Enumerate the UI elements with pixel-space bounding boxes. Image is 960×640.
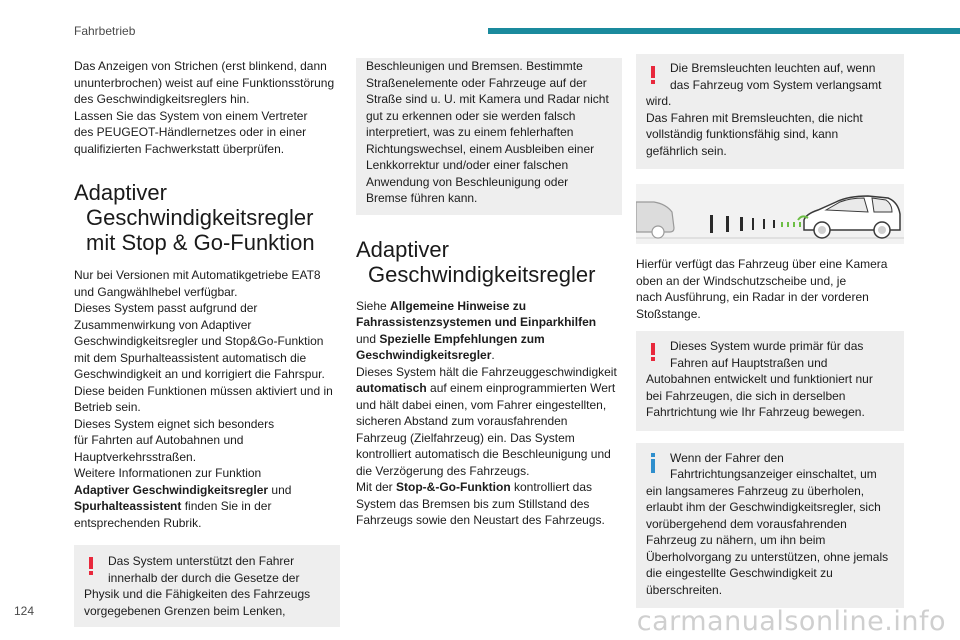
heading-stop-go: Adaptiver Geschwindigkeitsregler mit Stop & Go-Funktion [74, 180, 315, 255]
column-left [74, 58, 340, 627]
column-right [636, 54, 904, 608]
intro-paragraph: Das Anzeigen von Strichen (erst blinkend, dann ununterbrochen) weist auf eine Funktionsstörung des Geschwindigkeitsreglers hin. Lassen Sie das System von einem Vertreter des PEUGEOT-Händlernetzes oder in einer qualifizierten Fachwerkstatt überprüfen. [74, 59, 335, 156]
warning-icon [84, 553, 98, 575]
warning-icon [646, 62, 660, 84]
acc-body: Siehe Allgemeine Hinweise zu Fahrassistenzsystemen und Einparkhilfen und Spezielle Empfehlungen zum Geschwindigkeitsregler. Dieses System hält die Fahrzeuggeschwindigkeit automatisch auf einem einprogrammierten Wert und hält dabei einen, vom Fahrer eingestellten, sicheren Abstand zum vorausfahrenden Fahrzeug (Zielfahrzeug) ein. Das System kontrolliert automatisch die Beschleunigung und die Verzögerung des Fahrzeugs. Mit der Stop-&-Go-Funktion kontrolliert das System das Bremsen bis zum Stillstand des Fahrzeugs sowie den Neustart des Fahrzeugs. [356, 298, 617, 527]
header-accent-bar [488, 28, 960, 34]
camera-paragraph: Hierfür verfügt das Fahrzeug über eine Kamera oben an der Windschutzscheibe und, je nach Ausführung, ein Radar in der vorderen Stoßstange. [636, 257, 888, 321]
warning-icon [646, 339, 660, 361]
section-title: Fahrbetrieb [74, 24, 136, 38]
ref-acc: Adaptiver Geschwindigkeitsregler [74, 482, 269, 497]
ref-stop-go: Stop-&-Go-Funktion [396, 480, 511, 494]
warning-box-main-roads: Dieses System wurde primär für das Fahren auf Hauptstraßen und Autobahnen entwickelt und funktioniert nur bei Fahrzeugen, die sich in derselben Fahrtrichtung wie Ihr Fahrzeug bewegen. [636, 331, 904, 431]
heading-acc: Adaptiver Geschwindigkeitsregler [356, 236, 596, 287]
watermark: carmanualsonline.info [636, 606, 946, 637]
stop-go-body: Nur bei Versionen mit Automatikgetriebe EAT8 und Gangwählhebel verfügbar. Dieses System passt aufgrund der Zusammenwirkung von Adaptiver Geschwindigkeitsregler und Stop&Go-Funktion mit dem Spurhalteassistent automatisch die Geschwindigkeit an und korrigiert die Fahrspur. Diese beiden Funktionen müssen aktiviert und in Betrieb sein. Dieses System eignet sich besonders für Fahrten auf Autobahnen und Hauptverkehrsstraßen. Weitere Informationen zur Funktion Adaptiver Geschwindigkeitsregler und Spurhalteassistent finden Sie in der entsprechenden Rubrik. [74, 268, 333, 530]
ref-lane-assist: Spurhalteassistent [74, 499, 182, 513]
warning-box-limits: Das System unterstützt den Fahrer innerhalb der durch die Gesetze der Physik und die Fähigkeiten des Fahrzeugs vorgegebenen Grenzen beim Lenken, [74, 545, 340, 627]
ref-general-notes: Allgemeine Hinweise zu [390, 298, 527, 313]
page-number: 124 [14, 604, 35, 618]
radar-car-illustration [636, 184, 904, 244]
info-icon [646, 451, 660, 473]
ref-special-recommendations: Spezielle Empfehlungen zum [379, 331, 545, 346]
column-middle [356, 58, 622, 529]
warning-box-brake-lights: Die Bremsleuchten leuchten auf, wenn das Fahrzeug vom System verlangsamt wird. Das Fahren mit Bremsleuchten, die nicht vollständig funktionsfähig sind, kann gefährlich sein. [636, 54, 904, 169]
warning-box-continued: Beschleunigen und Bremsen. Bestimmte Straßenelemente oder Fahrzeuge auf der Straße sind u. U. mit Kamera und Radar nicht gut zu erkennen oder sie werden falsch interpretiert, was zu einem fehlerhaften Richtungswechsel, einem Ausbleiben einer Lenkkorrektur und/oder einer falschen Anwendung von Beschleunigung oder Bremse führen kann. [356, 58, 622, 215]
info-box-overtaking: Wenn der Fahrer den Fahrtrichtungsanzeiger einschaltet, um ein langsameres Fahrzeug zu überholen, erlaubt ihm der Geschwindigkeitsregler, sich vorübergehend dem vorausfahrenden Fahrzeug zu nähern, um ihn beim Überholvorgang zu unterstützen, ohne jemals die eingestellte Geschwindigkeit zu überschreiten. [636, 443, 904, 609]
